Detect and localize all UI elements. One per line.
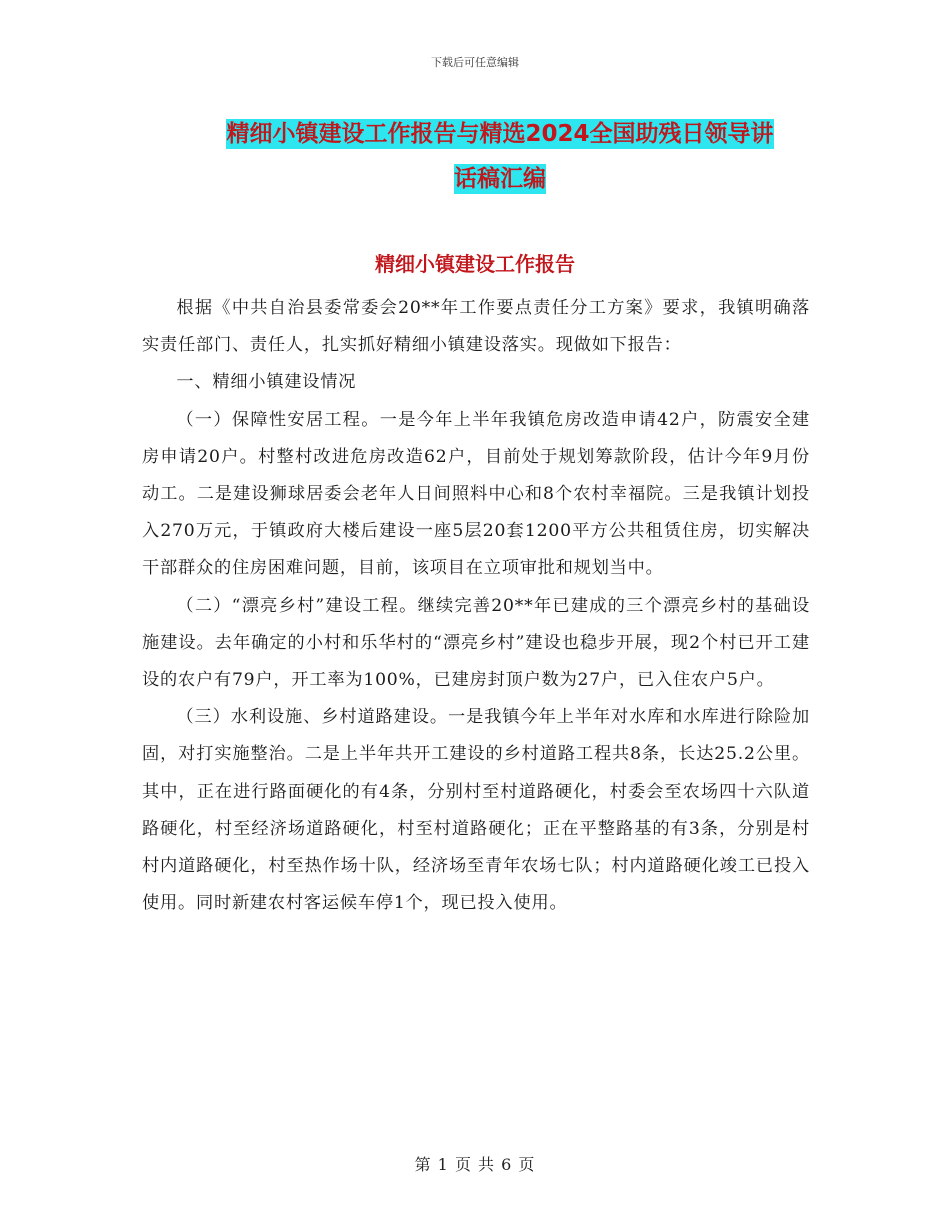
header-note: 下载后可任意编辑 bbox=[431, 56, 519, 69]
paragraph-housing: （一）保障性安居工程。一是今年上半年我镇危房改造申请42户，防震安全建房申请20户。村整村改进危房改造62户，目前处于规划筹款阶段，估计今年9月份动工。二是建设狮球居委会老年人日间照料中心和8个农村幸福院。三是我镇计划投入270万元，于镇政府大楼后建设一座5层20套1200平方公共租赁住房，切实解决干部群众的住房困难问题，目前，该项目在立项审批和规划当中。 bbox=[142, 409, 810, 579]
page-footer: 第 1 页 共 6 页 bbox=[414, 1155, 536, 1174]
document-title-line-2: 话稿汇编 bbox=[454, 166, 546, 192]
section-heading: 一、精细小镇建设情况 bbox=[176, 372, 357, 393]
document-title-line-1: 精细小镇建设工作报告与精选2024全国助残日领导讲 bbox=[226, 121, 774, 147]
document-body bbox=[142, 290, 810, 922]
document-title bbox=[150, 112, 850, 202]
paragraph-intro: 根据《中共自治县委常委会20**年工作要点责任分工方案》要求，我镇明确落实责任部门、责任人，扎实抓好精细小镇建设落实。现做如下报告： bbox=[142, 298, 810, 356]
section-title: 精细小镇建设工作报告 bbox=[375, 252, 575, 276]
paragraph-village: （二）“漂亮乡村”建设工程。继续完善20**年已建成的三个漂亮乡村的基础设施建设。去年确定的小村和乐华村的“漂亮乡村”建设也稳步开展，现2个村已开工建设的农户有79户，开工率为100%，已建房封顶户数为27户，已入住农户5户。 bbox=[142, 595, 810, 691]
paragraph-water-roads: （三）水利设施、乡村道路建设。一是我镇今年上半年对水库和水库进行除险加固，对打实施整治。二是上半年共开工建设的乡村道路工程共8条，长达25.2公里。其中，正在进行路面硬化的有4条，分别村至村道路硬化，村委会至农场四十六队道路硬化，村至经济场道路硬化，村至村道路硬化；正在平整路基的有3条，分别是村村内道路硬化，村至热作场十队，经济场至青年农场七队；村内道路硬化竣工已投入使用。同时新建农村客运候车停1个，现已投入使用。 bbox=[142, 707, 810, 914]
